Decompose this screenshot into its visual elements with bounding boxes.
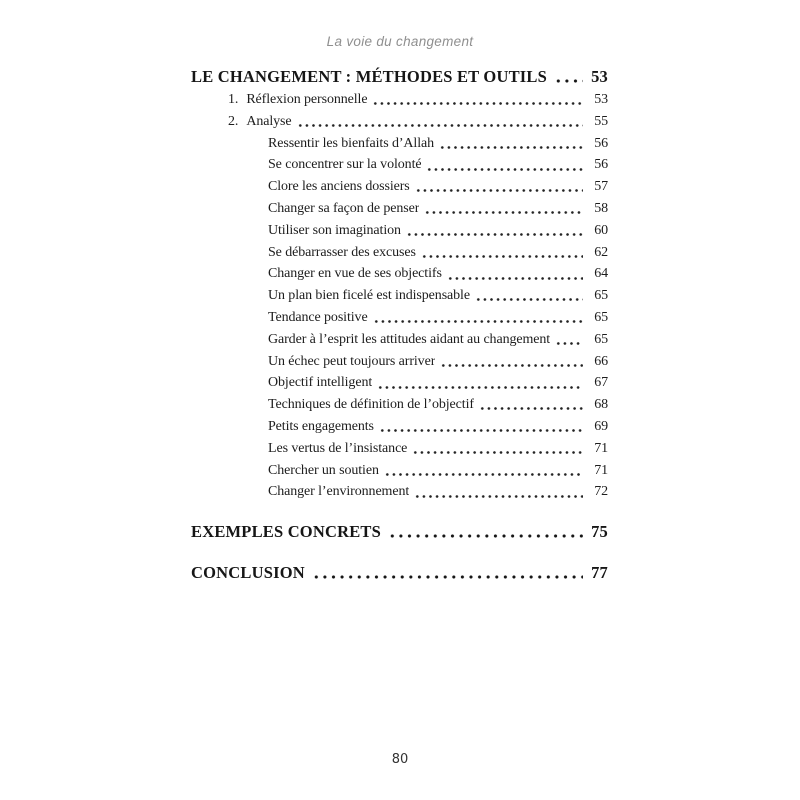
- toc-entry-page: 56: [594, 157, 608, 173]
- toc-entry: [191, 89, 608, 111]
- toc-entry-page: 69: [594, 418, 608, 434]
- toc-entry: [191, 372, 608, 394]
- toc-entry: [191, 481, 608, 503]
- toc-entry: [191, 307, 608, 329]
- toc-entry: [191, 220, 608, 242]
- dot-leader: [415, 176, 583, 198]
- toc-entry-label: Réflexion personnelle: [246, 92, 368, 107]
- toc-entry-page: 64: [594, 266, 608, 282]
- toc-entry-label: Tendance positive: [268, 309, 368, 325]
- toc-entry-label: Chercher un soutien: [268, 462, 379, 478]
- toc-entry-label: Utiliser son imagination: [268, 222, 401, 238]
- toc-section-page: 77: [591, 563, 608, 583]
- toc-entry-page: 62: [594, 244, 608, 260]
- toc-entry-label: Un plan bien ficelé est indispensable: [268, 288, 470, 304]
- toc-entry-page: 68: [594, 397, 608, 413]
- toc-entry-page: 72: [594, 484, 608, 500]
- toc-entry: [191, 263, 608, 285]
- running-header: La voie du changement: [326, 34, 474, 49]
- toc-entry: [191, 416, 608, 438]
- dot-leader: [421, 242, 583, 264]
- toc-section-label: LE CHANGEMENT : MÉTHODES ET OUTILS: [191, 67, 547, 86]
- toc-entry-label: Techniques de définition de l’objectif: [268, 397, 474, 413]
- dot-leader: [406, 220, 583, 242]
- toc-section-heading: [191, 64, 608, 89]
- dot-leader: [386, 519, 583, 544]
- toc-section-heading: [191, 560, 608, 585]
- toc-entry-label: Les vertus de l’insistance: [268, 440, 408, 456]
- toc-entry-label: Se débarrasser des excuses: [268, 244, 416, 260]
- dot-leader: [479, 394, 583, 416]
- page-number: 80: [391, 752, 409, 767]
- toc-entry-page: 53: [594, 92, 608, 107]
- toc-entry-page: 56: [594, 135, 608, 151]
- toc-entry-label: Un échec peut toujours arriver: [268, 353, 436, 369]
- toc-section-heading: [191, 519, 608, 544]
- toc-entry-number: 2.: [228, 113, 239, 129]
- toc-entry-page: 60: [594, 222, 608, 238]
- toc-entry-label: Changer en vue de ses objectifs: [268, 266, 442, 282]
- dot-leader: [379, 416, 583, 438]
- toc-entry: [191, 438, 608, 460]
- dot-leader: [373, 307, 583, 329]
- toc-section-page: 75: [591, 522, 608, 542]
- toc-entry: [191, 111, 608, 133]
- toc-entry-page: 65: [594, 309, 608, 325]
- dot-leader: [412, 438, 583, 460]
- toc-entry-label: Clore les anciens dossiers: [268, 179, 410, 195]
- toc-entry: [191, 198, 608, 220]
- toc-entry-page: 66: [594, 353, 608, 369]
- toc-entry: [191, 242, 608, 264]
- toc-entry: [191, 133, 608, 155]
- dot-leader: [377, 372, 583, 394]
- toc-entry-page: 65: [594, 331, 608, 347]
- toc-entry-number: 1.: [228, 92, 239, 107]
- dot-leader: [426, 154, 583, 176]
- toc-entry: [191, 176, 608, 198]
- dot-leader: [555, 329, 583, 351]
- dot-leader: [552, 64, 583, 89]
- toc-entry-page: 55: [594, 113, 608, 129]
- toc-entry: [191, 460, 608, 482]
- dot-leader: [384, 460, 583, 482]
- dot-leader: [475, 285, 583, 307]
- toc-entry-page: 65: [594, 288, 608, 304]
- table-of-contents: [191, 64, 608, 585]
- toc-entry: [191, 329, 608, 351]
- toc-entry-page: 67: [594, 375, 608, 391]
- dot-leader: [372, 89, 583, 111]
- toc-entry-label: Changer sa façon de penser: [268, 200, 420, 216]
- toc-entry: [191, 154, 608, 176]
- toc-entry: [191, 394, 608, 416]
- toc-entry-page: 71: [594, 440, 608, 456]
- dot-leader: [310, 560, 583, 585]
- toc-section-page: 53: [591, 67, 608, 86]
- dot-leader: [297, 111, 584, 133]
- toc-entry-label: Se concentrer sur la volonté: [268, 157, 422, 173]
- toc-entry-page: 58: [594, 200, 608, 216]
- toc-entry-label: Petits engagements: [268, 418, 374, 434]
- toc-entry-label: Changer l’environnement: [268, 484, 410, 500]
- toc-entry-page: 57: [594, 179, 608, 195]
- toc-entry-label: Objectif intelligent: [268, 375, 373, 391]
- dot-leader: [447, 263, 583, 285]
- dot-leader: [440, 351, 583, 373]
- toc-entry-page: 71: [594, 462, 608, 478]
- toc-section-label: CONCLUSION: [191, 563, 305, 583]
- toc-entry: [191, 285, 608, 307]
- toc-entry: [191, 351, 608, 373]
- dot-leader: [414, 481, 583, 503]
- toc-entry-label: Garder à l’esprit les attitudes aidant au changement: [268, 331, 551, 347]
- toc-entry-label: Analyse: [246, 113, 292, 129]
- toc-entry-label: Ressentir les bienfaits d’Allah: [268, 135, 435, 151]
- toc-section-label: EXEMPLES CONCRETS: [191, 522, 381, 542]
- dot-leader: [424, 198, 583, 220]
- dot-leader: [439, 133, 583, 155]
